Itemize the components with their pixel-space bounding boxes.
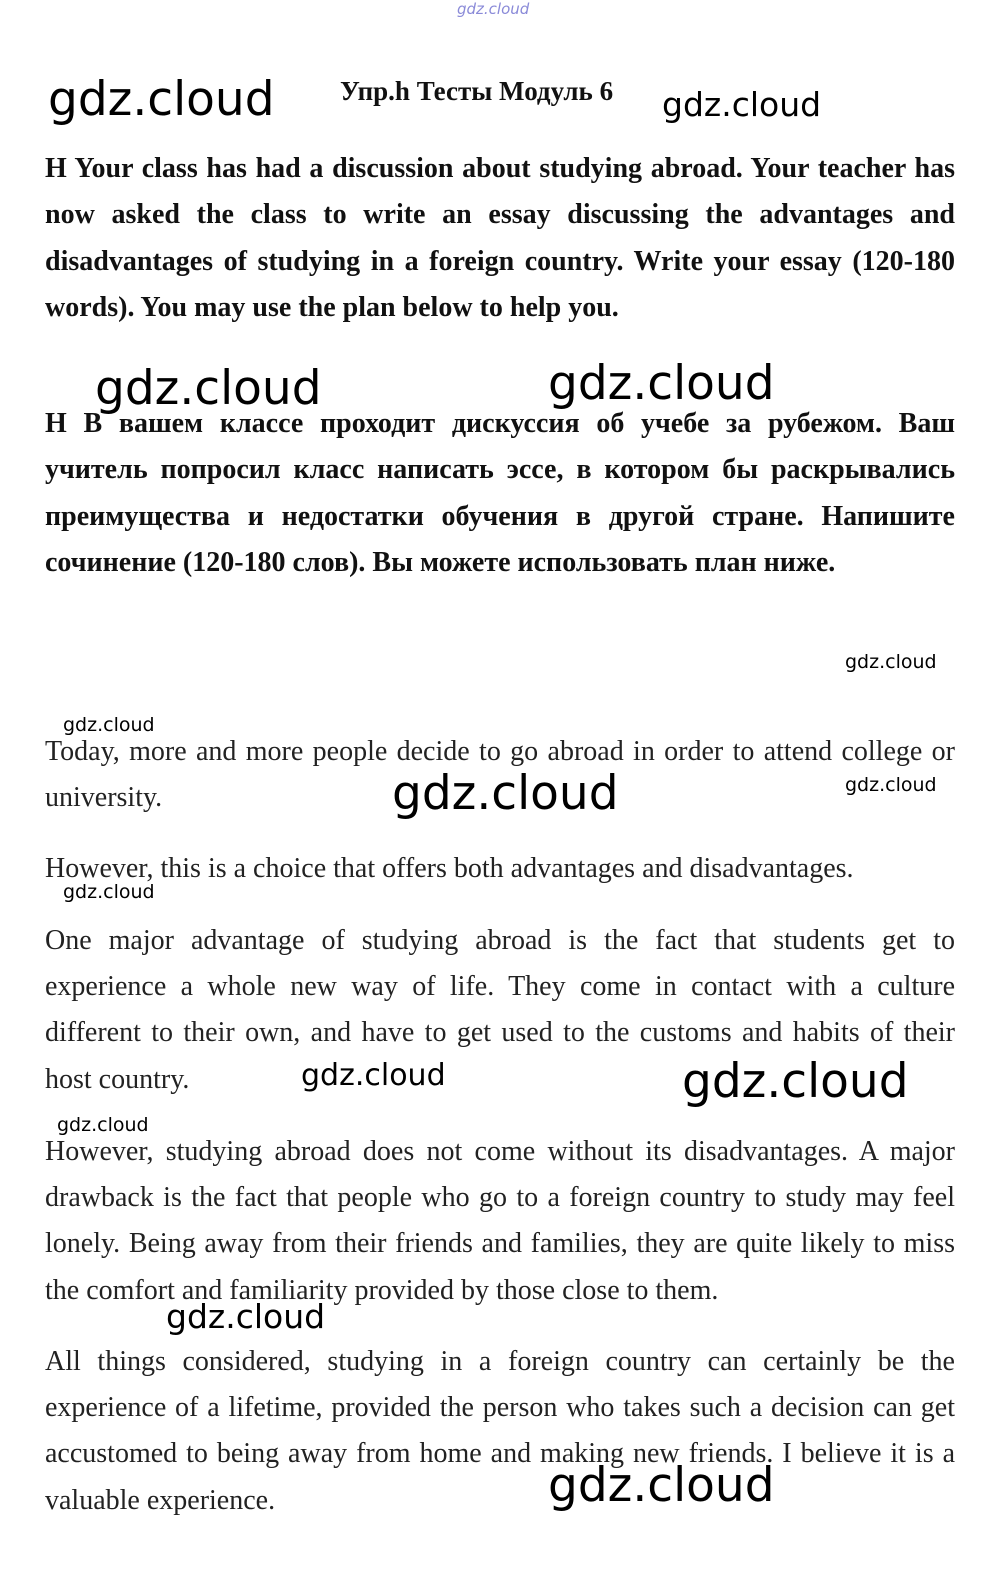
watermark: gdz.cloud (548, 356, 775, 411)
watermark: gdz.cloud (63, 881, 155, 903)
task-english: H Your class has had a discussion about studying abroad. Your teacher has now asked the class to write an essay discussing the advantages and disadvantages of studying in a foreign country. Write your essay (120-180 words). You may use the plan below to help you. (45, 153, 955, 323)
watermark: gdz.cloud (57, 1114, 149, 1136)
watermark: gdz.cloud (48, 72, 275, 127)
watermark: gdz.cloud (63, 714, 155, 736)
watermark: gdz.cloud (392, 766, 619, 821)
essay-paragraph-advantage: One major advantage of studying abroad is the fact that students get to experience a whole new way of life. They come in contact with a culture different to their own, and have to get used to the customs and habits of their host country. (45, 925, 955, 1095)
essay-paragraph-intro: Today, more and more people decide to go abroad in order to attend college or university. (45, 736, 955, 814)
watermark: gdz.cloud (662, 85, 822, 124)
essay-paragraph-disadvantage: However, studying abroad does not come without its disadvantages. A major drawback is the fact that people who go to a foreign country to study may feel lonely. Being away from their friends and families, they are quite likely to miss the comfort and familiarity provided by those close to them. (45, 1136, 955, 1306)
watermark: gdz.cloud (548, 1458, 775, 1513)
watermark: gdz.cloud (845, 774, 937, 796)
essay-paragraph-thesis: However, this is a choice that offers both advantages and disadvantages. (45, 853, 854, 884)
watermark: gdz.cloud (166, 1297, 326, 1336)
watermark: gdz.cloud (95, 361, 322, 416)
task-russian: Н В вашем классе проходит дискуссия об учебе за рубежом. Ваш учитель попросил класс написать эссе, в котором бы раскрывались преимущества и недостатки обучения в другой стране. Напишите сочинение (120-180 слов). Вы можете использовать план ниже. (45, 408, 955, 578)
watermark: gdz.cloud (845, 651, 937, 673)
watermark: gdz.cloud (301, 1058, 446, 1093)
essay-paragraph-conclusion: All things considered, studying in a foreign country can certainly be the experience of a lifetime, provided the person who takes such a decision can get accustomed to being away from home and making new friends. I believe it is a valuable experience. (45, 1346, 955, 1516)
page-heading: Упр.h Тесты Модуль 6 (340, 76, 614, 106)
watermark: gdz.cloud (682, 1054, 909, 1109)
watermark: gdz.cloud (457, 0, 530, 18)
